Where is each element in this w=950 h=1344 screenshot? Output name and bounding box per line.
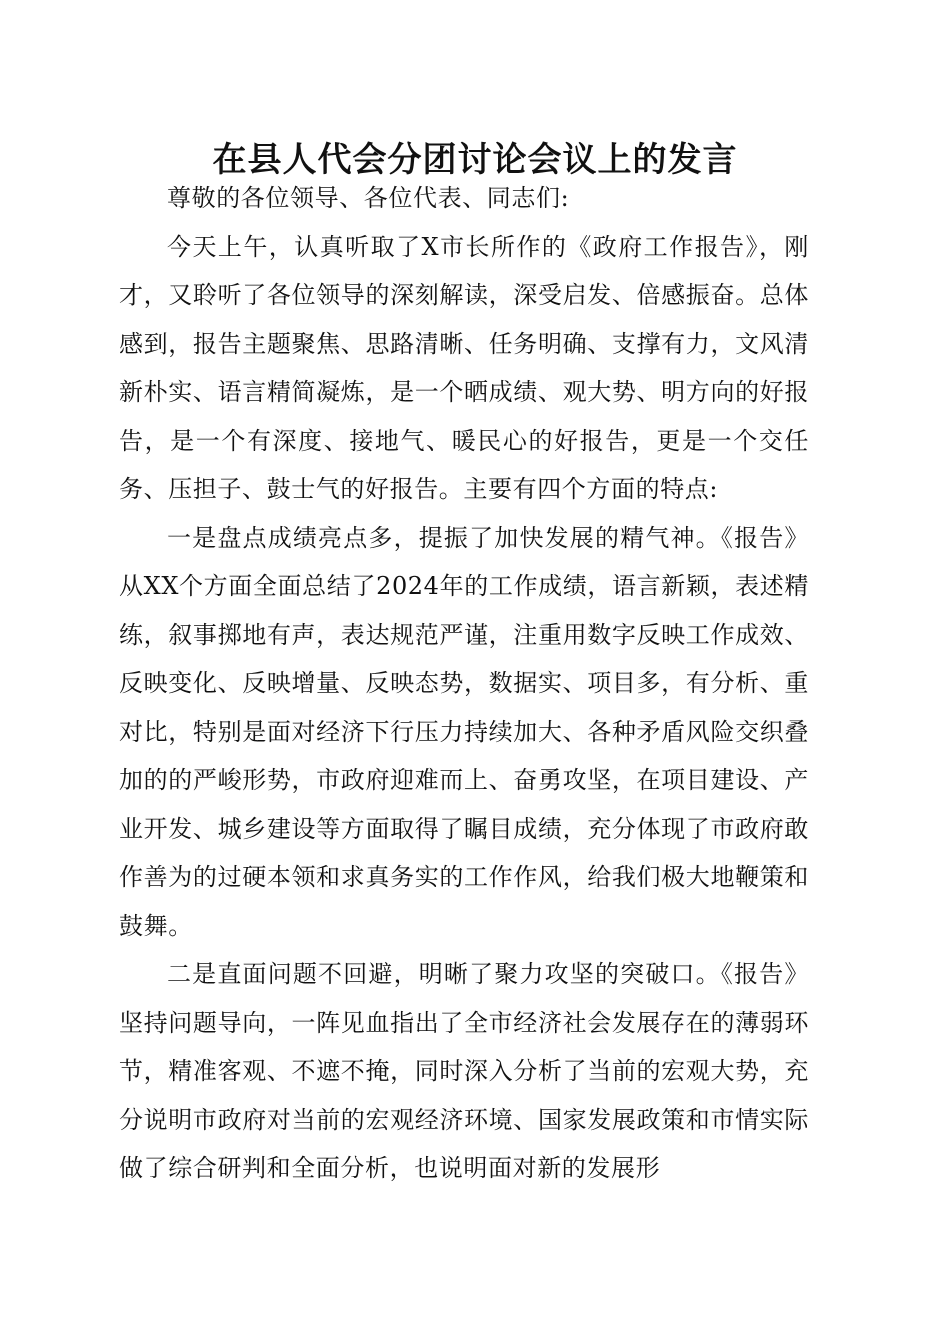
salutation: 尊敬的各位领导、各位代表、同志们: — [167, 184, 570, 212]
document-body — [119, 174, 809, 1193]
paragraph-2: 一是盘点成绩亮点多，提振了加快发展的精气神。《报告》从XX个方面全面总结了2024年的工作成绩，语言新颖，表述精练，叙事掷地有声，表达规范严谨，注重用数字反映工作成效、反映变化、反映增量、反映态势，数据实、项目多，有分析、重对比，特别是面对经济下行压力持续加大、各种矛盾风险交织叠加的的严峻形势，市政府迎难而上、奋勇攻坚，在项目建设、产业开发、城乡建设等方面取得了瞩目成绩，充分体现了市政府敢作善为的过硬本领和求真务实的工作作风，给我们极大地鞭策和鼓舞。 — [119, 523, 809, 940]
paragraph-3: 二是直面问题不回避，明晰了聚力攻坚的突破口。《报告》坚持问题导向，一阵见血指出了全市经济社会发展存在的薄弱环节，精准客观、不遮不掩，同时深入分析了当前的宏观大势，充分说明市政府对当前的宏观经济环境、国家发展政策和市情实际做了综合研判和全面分析，也说明面对新的发展形 — [119, 960, 809, 1182]
paragraph-1: 今天上午，认真听取了X市长所作的《政府工作报告》，刚才，又聆听了各位领导的深刻解读，深受启发、倍感振奋。总体感到，报告主题聚焦、思路清晰、任务明确、支撑有力，文风清新朴实、语言精简凝炼，是一个晒成绩、观大势、明方向的好报告，是一个有深度、接地气、暖民心的好报告，更是一个交任务、压担子、鼓士气的好报告。主要有四个方面的特点: — [119, 232, 809, 503]
document-title: 在县人代会分团讨论会议上的发言 — [212, 140, 738, 180]
